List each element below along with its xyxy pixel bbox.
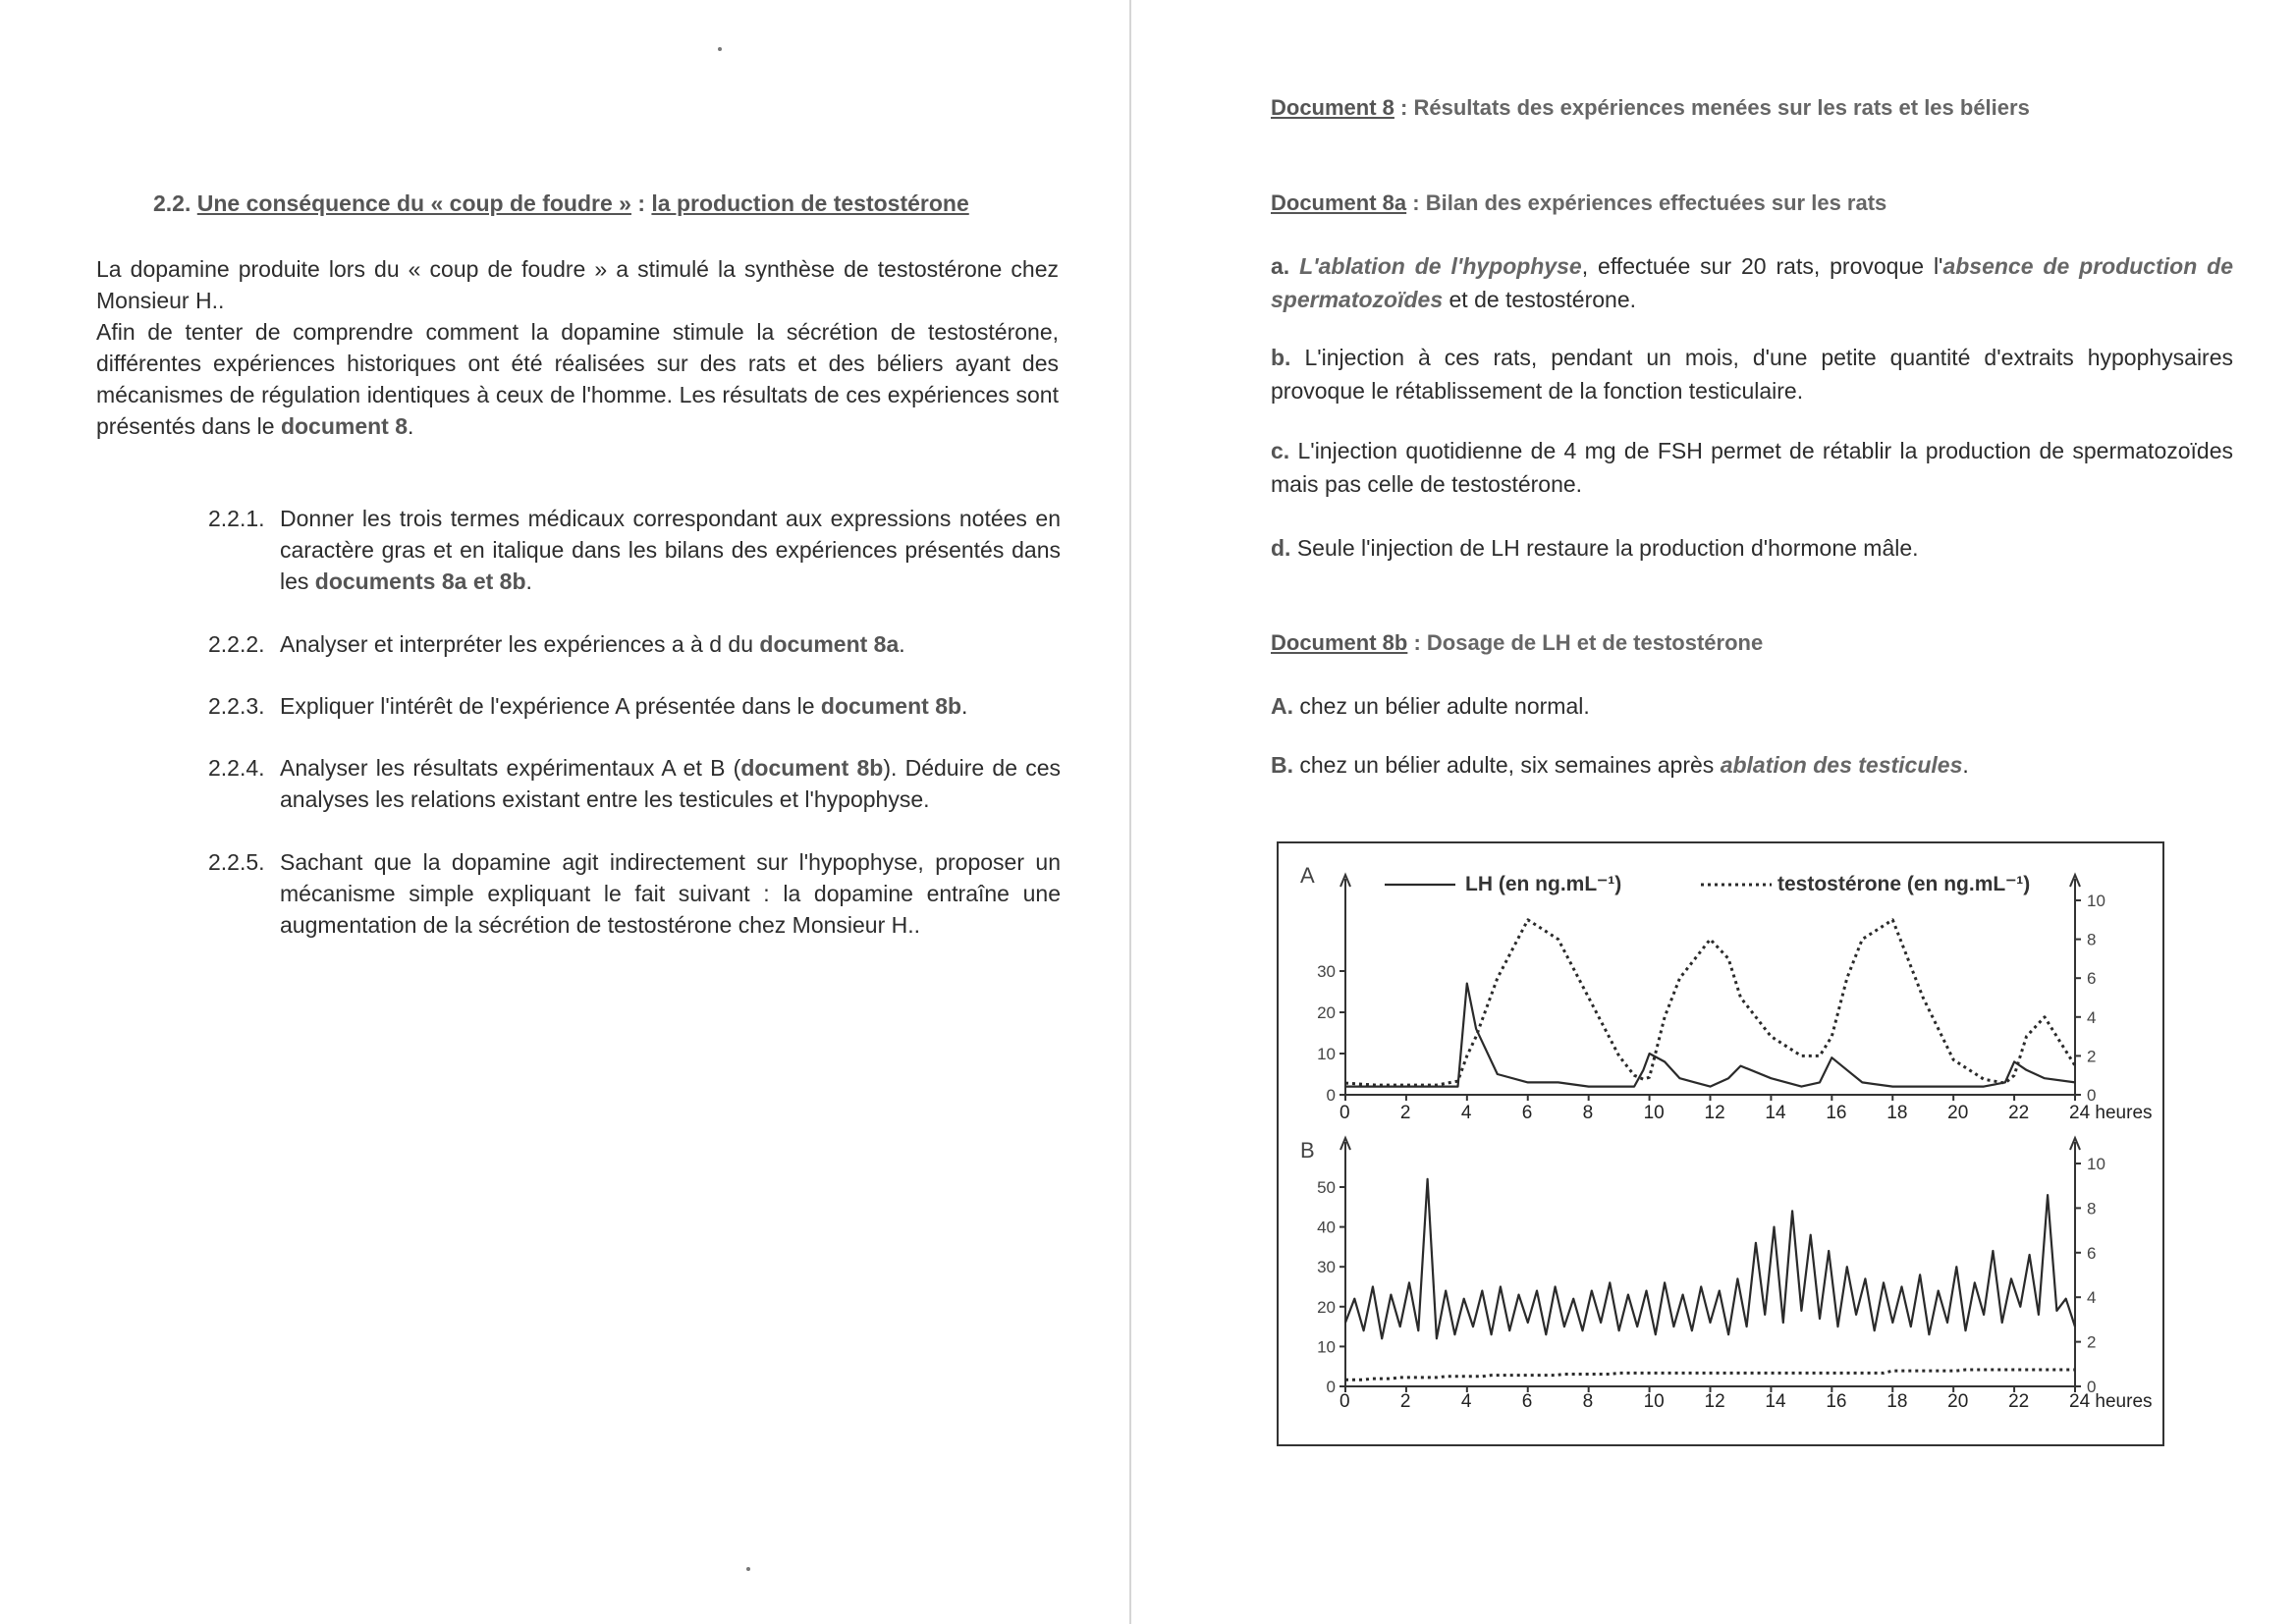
document-8a-label: Document 8a bbox=[1271, 190, 1407, 215]
intro-paragraph-2-text: Afin de tenter de comprendre comment la dopamine stimule la sécrétion de testostérone, différentes expériences historiques ont été réalisées sur des rats et des béliers ayant des mécanismes de régulation identiques à ceux de l'homme. Les résultats de ces expériences sont présentés dans le bbox=[96, 319, 1059, 439]
x-tick-label: 16 bbox=[1826, 1391, 1847, 1412]
y-tick-label-left: 20 bbox=[1317, 1003, 1336, 1022]
section-title bbox=[153, 190, 1037, 217]
scan-speck bbox=[718, 47, 722, 51]
section-title-separator: : bbox=[630, 190, 652, 216]
question-end: . bbox=[525, 568, 532, 594]
lh-series-line bbox=[1345, 1179, 2075, 1338]
scan-speck bbox=[746, 1567, 750, 1571]
y-tick-label-right: 2 bbox=[2087, 1047, 2097, 1066]
question-body: Donner les trois termes médicaux correspondant aux expressions notées en caractère gras et en italique dans les bilans des expériences présentés dans les bbox=[280, 506, 1061, 594]
experiment-label: c. bbox=[1271, 438, 1290, 463]
question-body: Sachant que la dopamine agit indirectement sur l'hypophyse, proposer un mécanisme simple expliquant le fait suivant : la dopamine entraîne une augmentation de la sécrétion de testostérone chez Monsieur H.. bbox=[280, 849, 1061, 938]
x-tick-label: 14 bbox=[1765, 1391, 1786, 1412]
question-text bbox=[208, 628, 1061, 660]
section-number: 2.2. bbox=[153, 190, 191, 216]
x-tick-label: 22 bbox=[2008, 1391, 2030, 1412]
experiment-text: Seule l'injection de LH restaure la production d'hormone mâle. bbox=[1296, 535, 1919, 561]
document-reference: document 8b bbox=[820, 693, 962, 719]
question-number: 2.2.4. bbox=[208, 755, 265, 781]
x-tick-label: 12 bbox=[1704, 1391, 1725, 1412]
question-2-2-5 bbox=[208, 846, 1061, 941]
experiment-text: et de testostérone. bbox=[1443, 287, 1637, 312]
question-text bbox=[208, 846, 1061, 941]
experiment-text: L'injection quotidienne de 4 mg de FSH permet de rétablir la production de spermatozoïdes mais pas celle de testostérone. bbox=[1271, 438, 2234, 497]
question-end: . bbox=[899, 631, 905, 657]
x-tick-label: 14 bbox=[1765, 1103, 1786, 1123]
x-tick-label: 22 bbox=[2008, 1103, 2030, 1123]
x-tick-label: 24 heures bbox=[2069, 1103, 2153, 1123]
x-tick-label: 4 bbox=[1460, 1391, 1472, 1412]
legend-lh-label: LH (en ng.mL⁻¹) bbox=[1465, 873, 1622, 895]
question-number: 2.2.2. bbox=[208, 631, 265, 657]
experiment-text: L'injection à ces rats, pendant un mois, d'une petite quantité d'extraits hypophysaires provoque le rétablissement de la fonction testiculaire. bbox=[1271, 345, 2234, 404]
question-body: Analyser les résultats expérimentaux A et B ( bbox=[280, 755, 741, 781]
document-8b-title bbox=[1271, 630, 1763, 656]
x-tick-label: 6 bbox=[1521, 1103, 1533, 1123]
page-fold-divider bbox=[1129, 0, 1131, 1624]
experiment-a bbox=[1271, 249, 2233, 316]
condition-text: chez un bélier adulte normal. bbox=[1299, 693, 1590, 719]
condition-text: chez un bélier adulte, six semaines après bbox=[1299, 752, 1721, 778]
emphasis-text: L'ablation de l'hypophyse bbox=[1299, 253, 1582, 279]
emphasis-text: ablation des testicules bbox=[1720, 752, 1963, 778]
question-body: Analyser et interpréter les expériences a à d du bbox=[280, 631, 760, 657]
document-8-heading: : Résultats des expériences menées sur les rats et les béliers bbox=[1394, 95, 2030, 120]
x-tick-label: 8 bbox=[1582, 1103, 1594, 1123]
document-reference: document 8a bbox=[759, 631, 900, 657]
y-tick-label-left: 0 bbox=[1326, 1378, 1336, 1396]
hormone-chart bbox=[1279, 843, 2166, 1448]
y-tick-label-right: 0 bbox=[2087, 1086, 2097, 1105]
question-end: . bbox=[961, 693, 968, 719]
question-2-2-3 bbox=[208, 690, 1061, 722]
y-tick-label-right: 10 bbox=[2087, 892, 2105, 910]
y-tick-label-left: 30 bbox=[1317, 962, 1336, 981]
lh-series-line bbox=[1345, 984, 2075, 1087]
testosterone-series-line bbox=[1345, 1370, 2075, 1380]
document-8-label: Document 8 bbox=[1271, 95, 1394, 120]
document-8b-heading: : Dosage de LH et de testostérone bbox=[1407, 630, 1764, 655]
x-tick-label: 2 bbox=[1399, 1391, 1411, 1412]
y-tick-label-left: 20 bbox=[1317, 1297, 1336, 1317]
y-tick-label-left: 10 bbox=[1317, 1337, 1336, 1357]
section-title-part-b: la production de testostérone bbox=[651, 190, 969, 216]
intro-paragraph-2 bbox=[96, 316, 1059, 442]
y-tick-label-left: 40 bbox=[1317, 1218, 1336, 1237]
question-2-2-2 bbox=[208, 628, 1061, 660]
document-reference: document 8b bbox=[740, 755, 884, 781]
experiment-label: a. bbox=[1271, 253, 1290, 279]
condition-label: B. bbox=[1271, 752, 1293, 778]
experiment-label: d. bbox=[1271, 535, 1291, 561]
question-2-2-4 bbox=[208, 752, 1061, 815]
y-tick-label-right: 6 bbox=[2087, 1243, 2097, 1263]
y-tick-label-right: 10 bbox=[2087, 1155, 2105, 1173]
experiment-b bbox=[1271, 341, 2233, 407]
question-text bbox=[208, 690, 1061, 722]
x-tick-label: 16 bbox=[1826, 1103, 1847, 1123]
question-number: 2.2.3. bbox=[208, 693, 265, 719]
y-tick-label-right: 4 bbox=[2087, 1007, 2097, 1027]
x-tick-label: 18 bbox=[1886, 1391, 1908, 1412]
condition-b bbox=[1271, 748, 2233, 782]
legend-testosterone-label: testostérone (en ng.mL⁻¹) bbox=[1777, 873, 2031, 895]
question-text bbox=[208, 503, 1061, 597]
document-reference: documents 8a et 8b bbox=[314, 568, 526, 594]
x-tick-label: 0 bbox=[1339, 1103, 1350, 1123]
experiment-d bbox=[1271, 531, 2233, 565]
y-tick-label-right: 8 bbox=[2087, 1199, 2097, 1218]
question-text bbox=[208, 752, 1061, 815]
testosterone-series-line bbox=[1345, 920, 2075, 1085]
document-reference: document 8 bbox=[280, 413, 409, 439]
x-tick-label: 20 bbox=[1947, 1391, 1969, 1412]
intro-paragraph-1: La dopamine produite lors du « coup de foudre » a stimulé la synthèse de testostérone chez Monsieur H.. bbox=[96, 256, 1059, 313]
document-8a-title bbox=[1271, 190, 1886, 216]
x-tick-label: 12 bbox=[1704, 1103, 1725, 1123]
x-tick-label: 2 bbox=[1399, 1103, 1411, 1123]
hormone-chart-frame bbox=[1277, 841, 2164, 1446]
question-2-2-1 bbox=[208, 503, 1061, 597]
y-tick-label-right: 0 bbox=[2087, 1378, 2097, 1396]
intro-paragraph-2-end: . bbox=[408, 413, 414, 439]
question-number: 2.2.1. bbox=[208, 506, 265, 531]
panel-label: A bbox=[1300, 863, 1315, 888]
y-tick-label-left: 0 bbox=[1326, 1086, 1336, 1105]
y-tick-label-right: 6 bbox=[2087, 969, 2097, 989]
x-tick-label: 10 bbox=[1643, 1103, 1665, 1123]
x-tick-label: 20 bbox=[1947, 1103, 1969, 1123]
document-8-title bbox=[1271, 95, 2030, 121]
emphasis-text: absence de production de spermatozoïdes bbox=[1271, 253, 2233, 312]
x-tick-label: 10 bbox=[1643, 1391, 1665, 1412]
y-tick-label-left: 30 bbox=[1317, 1258, 1336, 1277]
y-tick-label-right: 4 bbox=[2087, 1288, 2097, 1308]
document-8a-heading: : Bilan des expériences effectuées sur les rats bbox=[1406, 190, 1887, 215]
condition-label: A. bbox=[1271, 693, 1293, 719]
x-tick-label: 8 bbox=[1582, 1391, 1594, 1412]
condition-a bbox=[1271, 689, 2233, 723]
y-tick-label-right: 2 bbox=[2087, 1332, 2097, 1352]
panel-label: B bbox=[1300, 1138, 1315, 1163]
intro-text bbox=[96, 253, 1059, 442]
x-tick-label: 24 heures bbox=[2069, 1391, 2153, 1412]
condition-end: . bbox=[1962, 752, 1969, 778]
question-body: Expliquer l'intérêt de l'expérience A présentée dans le bbox=[280, 693, 821, 719]
document-8b-label: Document 8b bbox=[1271, 630, 1408, 655]
question-number: 2.2.5. bbox=[208, 849, 265, 875]
section-title-part-a: Une conséquence du « coup de foudre » bbox=[196, 190, 631, 216]
experiment-text: , effectuée sur 20 rats, provoque l' bbox=[1581, 253, 1943, 279]
question-end: ). Déduire de ces analyses les relations existant entre les testicules et l'hypophyse. bbox=[280, 755, 1062, 812]
x-tick-label: 6 bbox=[1521, 1391, 1533, 1412]
x-tick-label: 4 bbox=[1460, 1103, 1472, 1123]
x-tick-label: 0 bbox=[1339, 1391, 1350, 1412]
x-tick-label: 18 bbox=[1886, 1103, 1908, 1123]
y-tick-label-right: 8 bbox=[2087, 930, 2097, 949]
y-tick-label-left: 10 bbox=[1317, 1045, 1336, 1063]
experiment-c bbox=[1271, 434, 2233, 501]
experiment-label: b. bbox=[1271, 345, 1291, 370]
y-tick-label-left: 50 bbox=[1317, 1178, 1336, 1197]
